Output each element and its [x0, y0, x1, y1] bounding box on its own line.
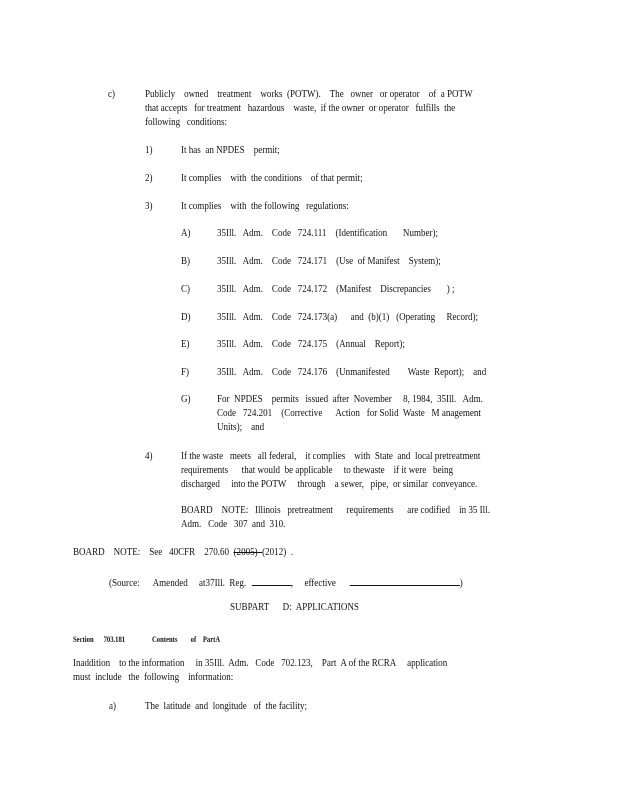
source-effective-blank: [350, 574, 460, 586]
section-number: Section 703.181: [73, 634, 126, 644]
condition-4-line-1: If the waste meets all federal, it complies with State and local pretreatment: [181, 451, 481, 462]
regulation-f-text: 35Ill. Adm. Code 724.176 (Unmanifested Waste Report); and: [217, 367, 487, 378]
board-note: [73, 546, 293, 560]
condition-4-note-line-1: BOARD NOTE: Illinois pretreatment requirements are codified in 35 Ill.: [181, 505, 490, 516]
condition-4-line-3: discharged into the POTW through a sewer, pipe, or similar conveyance.: [181, 479, 478, 490]
condition-3-marker: 3): [145, 201, 153, 212]
item-c-line-2: that accepts for treatment hazardous waste, if the owner or operator fulfills the: [145, 103, 456, 114]
regulation-b-marker: B): [181, 256, 191, 267]
regulation-f-marker: F): [181, 367, 190, 378]
regulation-d-text: 35Ill. Adm. Code 724.173(a) and (b)(1) (Operating Record);: [217, 312, 479, 323]
item-c-marker: c): [108, 89, 116, 100]
condition-4-line-2: requirements that would be applicable to thewaste if it were being: [181, 465, 454, 476]
regulation-b-text: 35Ill. Adm. Code 724.171 (Use of Manifest System);: [217, 256, 441, 267]
section-title: Contents of PartA: [152, 634, 221, 644]
condition-1-text: It has an NPDES permit;: [181, 145, 280, 156]
intro-line-2: must include the following information:: [73, 672, 234, 683]
regulation-g-line-3: Units); and: [217, 422, 265, 433]
source-close: ): [459, 578, 463, 589]
condition-2-marker: 2): [145, 173, 153, 184]
regulation-g-marker: G): [181, 394, 191, 405]
condition-2-text: It complies with the conditions of that permit;: [181, 173, 363, 184]
item-a-text: The latitude and longitude of the facility;: [145, 701, 308, 712]
source-register-blank: [251, 574, 291, 586]
regulation-c-text: 35Ill. Adm. Code 724.172 (Manifest Discrepancies ) ;: [217, 284, 455, 295]
condition-3-text: It complies with the following regulations:: [181, 201, 349, 212]
condition-4-note-line-2: Adm. Code 307 and 310.: [181, 519, 286, 530]
regulation-a-text: 35Ill. Adm. Code 724.111 (Identification Number);: [217, 228, 439, 239]
board-note-new-year: (2012) .: [262, 547, 293, 558]
board-note-prefix: BOARD NOTE: See 40CFR 270.60: [73, 547, 234, 558]
item-a-marker: a): [109, 701, 117, 712]
regulation-a-marker: A): [181, 228, 191, 239]
regulation-c-marker: C): [181, 284, 191, 295]
source-effective-label: , effective: [290, 578, 336, 589]
condition-4-marker: 4): [145, 451, 153, 462]
intro-line-1: Inaddition to the information in 35Ill. Adm. Code 702.123, Part A of the RCRA application: [73, 658, 448, 669]
regulation-e-text: 35Ill. Adm. Code 724.175 (Annual Report);: [217, 339, 405, 350]
regulation-g-line-2: Code 724.201 (Corrective Action for Solid Waste M anagement: [217, 408, 481, 419]
condition-1-marker: 1): [145, 145, 153, 156]
item-c-line-3: following conditions:: [145, 117, 228, 128]
regulation-g-line-1: For NPDES permits issued after November 8, 1984, 35Ill. Adm.: [217, 394, 483, 405]
board-note-struck-year: (2005): [233, 547, 258, 558]
item-c-line-1: Publicly owned treatment works (POTW). The owner or operator of a POTW: [145, 89, 473, 100]
source-text: (Source: Amended at37Ill. Reg.: [109, 578, 247, 589]
regulation-e-marker: E): [181, 339, 190, 350]
subpart-heading: SUBPART D: APPLICATIONS: [230, 602, 359, 613]
regulation-d-marker: D): [181, 312, 191, 323]
source-line: [109, 574, 463, 591]
